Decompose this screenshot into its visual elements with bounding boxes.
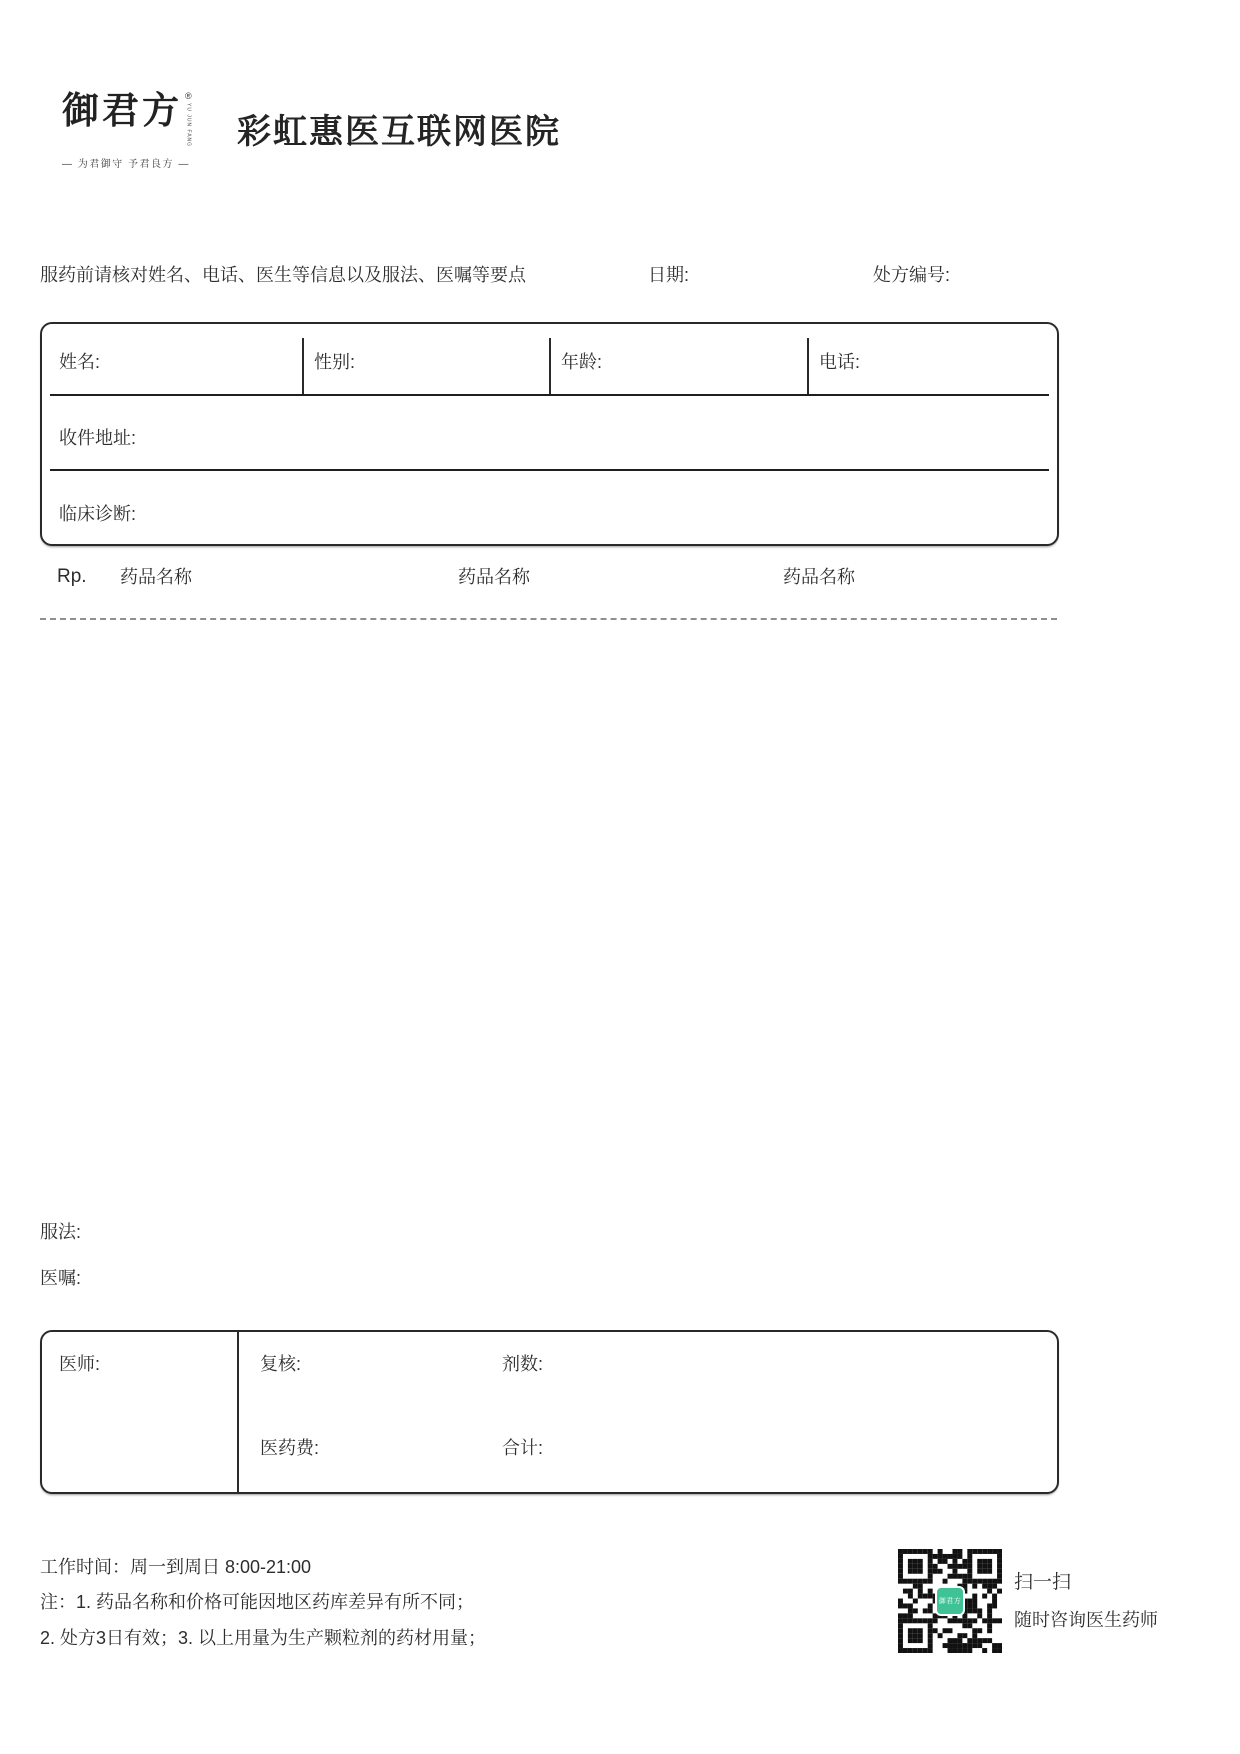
drug-name-column-header: 药品名称: [783, 567, 855, 587]
registered-trademark-icon: ®: [185, 91, 192, 101]
divider: [50, 394, 1049, 396]
patient-phone-label: 电话:: [819, 352, 861, 372]
check-notice-text: 服药前请核对姓名、电话、医生等信息以及服法、医嘱等要点: [40, 265, 526, 285]
note-line-1: 注：1. 药品名称和价格可能因地区药库差异有所不同；: [40, 1592, 475, 1612]
patient-age-label: 年龄:: [561, 352, 603, 372]
brand-tagline: — 为君御守 予君良方 —: [62, 159, 190, 171]
qr-code: [898, 1549, 1002, 1653]
shipping-address-label: 收件地址:: [59, 428, 137, 448]
qr-hint-label: 随时咨询医生药师: [1014, 1610, 1158, 1630]
doctor-label: 医师:: [59, 1354, 101, 1374]
divider: [549, 338, 551, 394]
brand-logo: [62, 88, 192, 171]
work-hours-text: 工作时间：周一到周日 8:00-21:00: [40, 1557, 312, 1577]
clinical-diagnosis-label: 临床诊断:: [59, 504, 137, 524]
divider: [50, 469, 1049, 471]
patient-gender-label: 性别:: [314, 352, 356, 372]
brand-logo-text: 御君方: [62, 88, 182, 132]
doctor-advice-label: 医嘱:: [40, 1268, 82, 1288]
drug-name-column-header: 药品名称: [120, 567, 192, 587]
date-label: 日期:: [648, 265, 690, 285]
doses-label: 剂数:: [502, 1354, 544, 1374]
patient-info-box: [40, 322, 1059, 546]
rx-number-label: 处方编号:: [873, 265, 951, 285]
divider: [237, 1332, 239, 1492]
drug-name-column-header: 药品名称: [458, 567, 530, 587]
hospital-title: 彩虹惠医互联网医院: [237, 113, 561, 151]
divider: [302, 338, 304, 394]
qr-center-text: 御君方: [938, 1598, 962, 1605]
brand-logo-side: [185, 92, 192, 147]
total-label: 合计:: [502, 1438, 544, 1458]
brand-logo-side-text: YU JUN FANG: [185, 103, 192, 148]
rp-label: Rp.: [57, 566, 87, 587]
qr-scan-label: 扫一扫: [1014, 1572, 1072, 1593]
note-line-2: 2. 处方3日有效；3. 以上用量为生产颗粒剂的药材用量；: [40, 1628, 487, 1648]
dashed-separator: [40, 618, 1057, 620]
divider: [807, 338, 809, 394]
patient-name-label: 姓名:: [59, 352, 101, 372]
signature-fee-box: [40, 1330, 1059, 1494]
usage-label: 服法:: [40, 1222, 82, 1242]
qr-center-badge: [935, 1586, 965, 1616]
reviewer-label: 复核:: [260, 1354, 302, 1374]
medicine-fee-label: 医药费:: [260, 1438, 320, 1458]
